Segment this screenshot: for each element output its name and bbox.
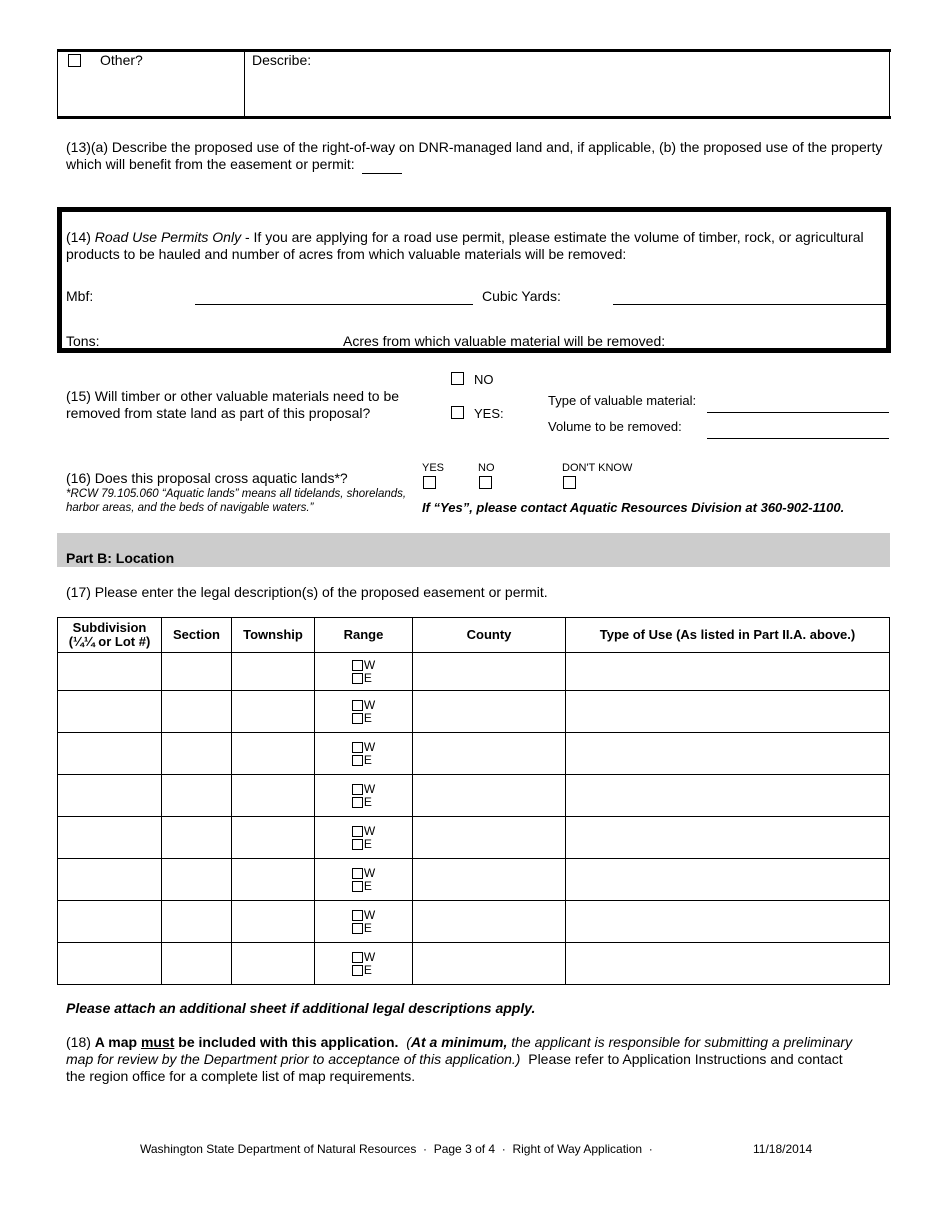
range-e-label: E — [363, 836, 372, 851]
cell-type-of-use[interactable] — [566, 943, 890, 985]
legal-description-table — [57, 617, 890, 985]
cell-county[interactable] — [413, 691, 566, 733]
range-e-label: E — [363, 920, 372, 935]
cell-township[interactable] — [232, 859, 315, 901]
cell-range — [315, 859, 413, 901]
range-w-label: W — [363, 697, 376, 712]
q18-number: (18) — [66, 1034, 95, 1050]
cell-subdivision[interactable] — [58, 817, 162, 859]
cell-subdivision[interactable] — [58, 691, 162, 733]
other-label: Other? — [100, 52, 143, 68]
cell-county[interactable] — [413, 733, 566, 775]
cell-township[interactable] — [232, 817, 315, 859]
q16-yes-label: YES — [422, 462, 445, 474]
cell-type-of-use[interactable] — [566, 775, 890, 817]
range-e-label: E — [363, 710, 372, 725]
cell-type-of-use[interactable] — [566, 859, 890, 901]
range-w-label: W — [363, 657, 376, 672]
q15-no-label: NO — [474, 372, 494, 387]
q18-must: must — [140, 1034, 175, 1050]
header-range: Range — [315, 618, 413, 653]
q18-rest: Please refer to Application Instructions and contact the region office for a complete list of map requirements. — [66, 1051, 843, 1084]
range-e-checkbox[interactable] — [352, 713, 363, 724]
q16-dk-checkbox[interactable] — [563, 476, 576, 489]
cell-type-of-use[interactable] — [566, 691, 890, 733]
header-township: Township — [232, 618, 315, 653]
cell-section[interactable] — [162, 901, 232, 943]
cubic-yards-field[interactable] — [613, 304, 886, 305]
mbf-label: Mbf: — [66, 288, 94, 304]
table-row — [58, 733, 890, 775]
part-b-title: Part B: Location — [66, 550, 175, 566]
cell-section[interactable] — [162, 775, 232, 817]
q15-text: (15) Will timber or other valuable materials need to be removed from state land as part of this proposal? — [66, 388, 400, 421]
range-e-checkbox[interactable] — [352, 881, 363, 892]
cell-township[interactable] — [232, 733, 315, 775]
range-w-checkbox[interactable] — [352, 660, 363, 671]
part-b-header — [57, 533, 890, 567]
q17-text: (17) Please enter the legal description(s) of the proposed easement or permit. — [66, 584, 548, 600]
q15-type-label: Type of valuable material: — [548, 393, 697, 408]
range-w-checkbox[interactable] — [352, 700, 363, 711]
footer-date: 11/18/2014 — [753, 1142, 813, 1156]
cell-county[interactable] — [413, 775, 566, 817]
q16-note: *RCW 79.105.060 “Aquatic lands” means all tidelands, shorelands, harbor areas, and the beds of navigable waters.” — [66, 488, 407, 514]
q14-text — [66, 229, 876, 263]
q15-yes-checkbox[interactable] — [451, 406, 464, 419]
cell-subdivision[interactable] — [58, 901, 162, 943]
q18-italic-rest: the applicant is responsible for submitting a preliminary map for review by the Department prior to acceptance of this application.) — [66, 1034, 853, 1067]
q14-description: - If you are applying for a road use permit, please estimate the volume of timber, rock, or agricultural products to be hauled and number of acres from which valuable materials will be removed: — [66, 229, 864, 262]
cell-county[interactable] — [413, 817, 566, 859]
table-row — [58, 775, 890, 817]
table-row — [58, 691, 890, 733]
range-e-label: E — [363, 878, 372, 893]
legal-table-header — [58, 618, 890, 653]
q13-text — [66, 139, 886, 174]
q15-type-field[interactable] — [707, 412, 889, 413]
q15-volume-label: Volume to be removed: — [548, 419, 682, 434]
tons-label: Tons: — [66, 333, 100, 349]
cell-county[interactable] — [413, 859, 566, 901]
table-row — [58, 943, 890, 985]
range-w-checkbox[interactable] — [352, 826, 363, 837]
cell-subdivision[interactable] — [58, 943, 162, 985]
range-w-checkbox[interactable] — [352, 868, 363, 879]
range-w-checkbox[interactable] — [352, 784, 363, 795]
q18-text: (18) A map must be included with this application. (At a minimum, the applicant is responsible for submitting a preliminary map for review by the Department prior to acceptance of this application.) Please refer to Application Instructions and contact the region office for a complete list of map requirements. — [66, 1034, 853, 1084]
header-section: Section — [162, 618, 232, 653]
q15-volume-field[interactable] — [707, 438, 889, 439]
cell-range — [315, 901, 413, 943]
range-e-checkbox[interactable] — [352, 839, 363, 850]
range-e-label: E — [363, 670, 372, 685]
cell-township[interactable] — [232, 901, 315, 943]
cell-section[interactable] — [162, 733, 232, 775]
attach-note: Please attach an additional sheet if additional legal descriptions apply. — [66, 1000, 536, 1016]
range-e-label: E — [363, 752, 372, 767]
cell-section[interactable] — [162, 653, 232, 691]
cell-township[interactable] — [232, 653, 315, 691]
q16-text: (16) Does this proposal cross aquatic lands*? — [66, 470, 348, 486]
table-row — [58, 859, 890, 901]
table-row — [58, 817, 890, 859]
other-row-right-edge — [889, 49, 890, 119]
cell-township[interactable] — [232, 943, 315, 985]
cell-subdivision[interactable] — [58, 775, 162, 817]
footer: Washington State Department of Natural Resources · Page 3 of 4 · Right of Way Application · — [140, 1142, 653, 1156]
q13-question: (13)(a) Describe the proposed use of the right-of-way on DNR-managed land and, if applicable, (b) the proposed use of the property which will benefit from the easement or permit: — [66, 139, 883, 172]
cell-county[interactable] — [413, 901, 566, 943]
range-e-checkbox[interactable] — [352, 755, 363, 766]
q14-title: Road Use Permits Only — [94, 229, 242, 245]
cell-type-of-use[interactable] — [566, 653, 890, 691]
range-e-checkbox[interactable] — [352, 673, 363, 684]
q15-no-checkbox[interactable] — [451, 372, 464, 385]
cell-section[interactable] — [162, 859, 232, 901]
cell-range — [315, 817, 413, 859]
cell-type-of-use[interactable] — [566, 901, 890, 943]
range-w-label: W — [363, 781, 376, 796]
cell-range — [315, 691, 413, 733]
header-county: County — [413, 618, 566, 653]
range-w-label: W — [363, 949, 376, 964]
footer-page: Page 3 of 4 — [433, 1142, 496, 1156]
q18-italic-lead: At a minimum, — [410, 1034, 508, 1050]
footer-form: Right of Way Application — [512, 1142, 643, 1156]
range-w-checkbox[interactable] — [352, 910, 363, 921]
range-w-checkbox[interactable] — [352, 952, 363, 963]
cell-subdivision[interactable] — [58, 859, 162, 901]
q16-dk-label: DON'T KNOW — [562, 462, 633, 474]
cell-county[interactable] — [413, 943, 566, 985]
table-row — [58, 901, 890, 943]
cell-section[interactable] — [162, 691, 232, 733]
q16-no-checkbox[interactable] — [479, 476, 492, 489]
mbf-field[interactable] — [195, 304, 473, 305]
cell-range — [315, 775, 413, 817]
acres-label: Acres from which valuable material will be removed: — [343, 333, 666, 349]
cell-section[interactable] — [162, 943, 232, 985]
cell-township[interactable] — [232, 691, 315, 733]
q13-answer-field[interactable] — [362, 156, 402, 174]
table-row — [58, 653, 890, 691]
cell-subdivision[interactable] — [58, 733, 162, 775]
cell-type-of-use[interactable] — [566, 817, 890, 859]
cell-county[interactable] — [413, 653, 566, 691]
q14-number: (14) — [66, 229, 91, 245]
range-e-checkbox[interactable] — [352, 923, 363, 934]
range-e-checkbox[interactable] — [352, 797, 363, 808]
range-w-label: W — [363, 865, 376, 880]
cubic-yards-label: Cubic Yards: — [482, 288, 561, 304]
range-e-label: E — [363, 794, 372, 809]
range-w-label: W — [363, 907, 376, 922]
cell-section[interactable] — [162, 817, 232, 859]
describe-label: Describe: — [252, 52, 312, 68]
header-type-of-use: Type of Use (As listed in Part II.A. above.) — [566, 618, 890, 653]
header-subdivision: Subdivision (¼¼ or Lot #) — [58, 618, 162, 653]
cell-range — [315, 653, 413, 691]
range-e-label: E — [363, 962, 372, 977]
cell-subdivision[interactable] — [58, 653, 162, 691]
q18-bold-b: be included with this application. — [174, 1034, 399, 1050]
footer-agency: Washington State Department of Natural Resources — [140, 1142, 417, 1156]
range-w-label: W — [363, 823, 376, 838]
cell-range — [315, 733, 413, 775]
q18-bold-a: A map — [94, 1034, 141, 1050]
range-w-checkbox[interactable] — [352, 742, 363, 753]
cell-range — [315, 943, 413, 985]
q16-contact: If “Yes”, please contact Aquatic Resources Division at 360-902-1100. — [422, 500, 845, 515]
describe-field[interactable] — [250, 72, 884, 114]
q15-yes-label: YES: — [474, 406, 504, 421]
q16-no-label: NO — [478, 462, 495, 474]
cell-type-of-use[interactable] — [566, 733, 890, 775]
cell-township[interactable] — [232, 775, 315, 817]
range-w-label: W — [363, 739, 376, 754]
other-checkbox[interactable] — [68, 54, 81, 67]
range-e-checkbox[interactable] — [352, 965, 363, 976]
q16-yes-checkbox[interactable] — [423, 476, 436, 489]
other-row-divider — [244, 49, 245, 119]
